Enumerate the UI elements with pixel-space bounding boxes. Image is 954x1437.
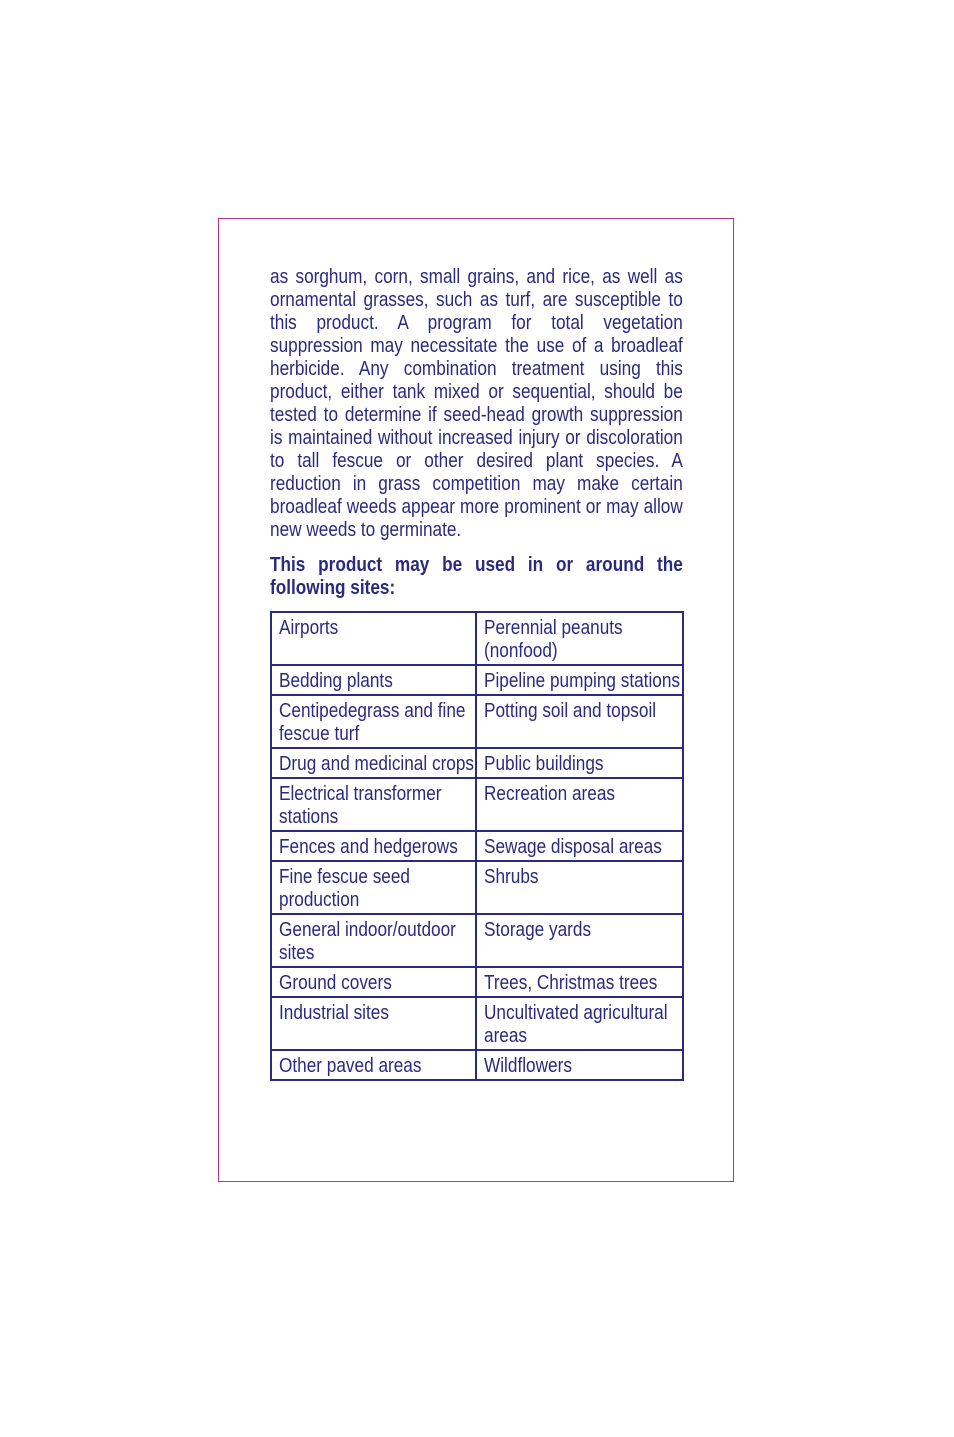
table-row bbox=[271, 997, 683, 1050]
table-cell: Ground covers bbox=[271, 967, 476, 997]
table-cell: Centipedegrass and fine fescue turf bbox=[271, 695, 476, 748]
table-row bbox=[271, 831, 683, 861]
table-row bbox=[271, 695, 683, 748]
table-cell: Bedding plants bbox=[271, 665, 476, 695]
table-cell: Other paved areas bbox=[271, 1050, 476, 1080]
table-cell: Pipeline pumping stations bbox=[476, 665, 683, 695]
table-cell: Public buildings bbox=[476, 748, 683, 778]
table-cell: Uncultivated agricultural areas bbox=[476, 997, 683, 1050]
table-cell: Recreation areas bbox=[476, 778, 683, 831]
table-cell: Sewage disposal areas bbox=[476, 831, 683, 861]
table-row bbox=[271, 861, 683, 914]
table-cell: Wildflowers bbox=[476, 1050, 683, 1080]
table-cell: Airports bbox=[271, 612, 476, 665]
table-cell: Fences and hedgerows bbox=[271, 831, 476, 861]
table-cell: General indoor/outdoor sites bbox=[271, 914, 476, 967]
table-cell: Electrical transformer stations bbox=[271, 778, 476, 831]
table-cell: Potting soil and topsoil bbox=[476, 695, 683, 748]
table-row bbox=[271, 612, 683, 665]
sites-heading: This product may be used in or around the following sites: bbox=[270, 554, 683, 599]
body-paragraph: as sorghum, corn, small grains, and rice, as well as ornamental grasses, such as turf, are susceptible to this product. A program for total vegetation suppression may necessitate the use of a broadleaf herbicide. Any combination treatment using this product, either tank mixed or sequential, should be tested to determine if seed-head growth suppression is maintained without increased injury or discoloration to tall fescue or other desired plant species. A reduction in grass competition may make certain broadleaf weeds appear more prominent or may allow new weeds to germinate. bbox=[270, 266, 683, 541]
table-row bbox=[271, 748, 683, 778]
table-cell: Industrial sites bbox=[271, 997, 476, 1050]
table-row bbox=[271, 914, 683, 967]
table-row bbox=[271, 665, 683, 695]
table-cell: Storage yards bbox=[476, 914, 683, 967]
table-cell: Drug and medicinal crops bbox=[271, 748, 476, 778]
table-cell: Shrubs bbox=[476, 861, 683, 914]
sites-table bbox=[270, 611, 684, 1081]
table-row bbox=[271, 778, 683, 831]
table-cell: Perennial peanuts (nonfood) bbox=[476, 612, 683, 665]
table-row bbox=[271, 967, 683, 997]
table-cell: Trees, Christmas trees bbox=[476, 967, 683, 997]
table-row bbox=[271, 1050, 683, 1080]
table-cell: Fine fescue seed production bbox=[271, 861, 476, 914]
label-content bbox=[270, 266, 683, 1081]
